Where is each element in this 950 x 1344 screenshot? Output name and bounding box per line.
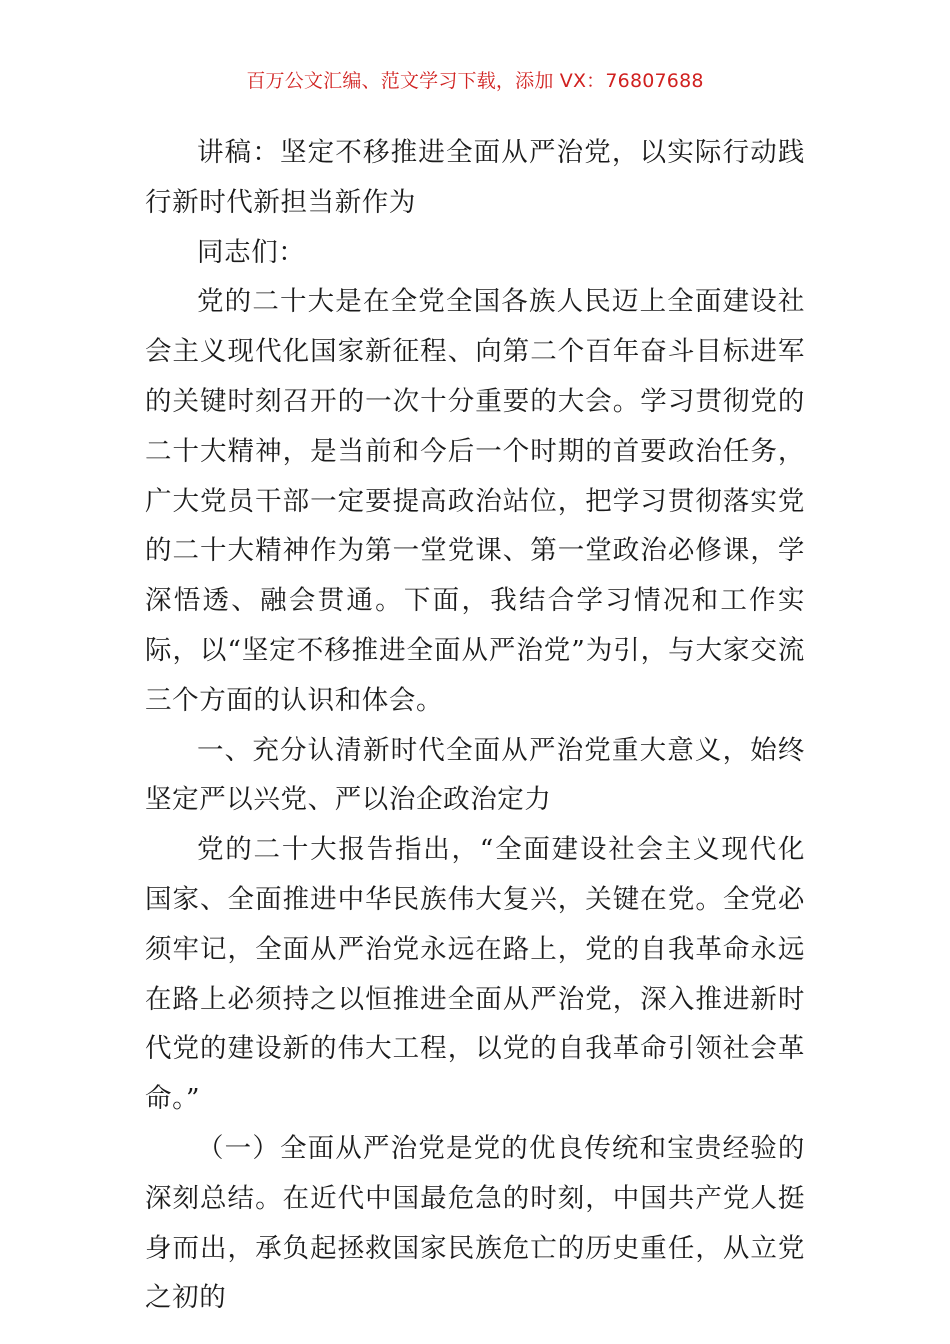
section-heading-1: 一、充分认清新时代全面从严治党重大意义，始终坚定严以兴党、严以治企政治定力 <box>145 734 805 816</box>
paragraph-intro: 党的二十大是在全党全国各族人民迈上全面建设社会主义现代化国家新征程、向第二个百年奋斗目标进军的关键时刻召开的一次十分重要的大会。学习贯彻党的二十大精神，是当前和今后一个时期的首要政治任务，广大党员干部一定要提高政治站位，把学习贯彻落实党的二十大精神作为第一堂党课、第一堂政治必修课，学深悟透、融会贯通。下面，我结合学习情况和工作实际，以“坚定不移推进全面从严治党”为引，与大家交流三个方面的认识和体会。 <box>145 286 805 716</box>
paragraph-report-quote: 党的二十大报告指出，“全面建设社会主义现代化国家、全面推进中华民族伟大复兴，关键在党。全党必须牢记，全面从严治党永远在路上，党的自我革命永远在路上必须持之以恒推进全面从严治党，深入推进新时代党的建设新的伟大工程，以党的自我革命引领社会革命。” <box>145 834 805 1115</box>
salutation: 同志们： <box>197 236 306 268</box>
download-banner: 百万公文汇编、范文学习下载，添加 VX：76807688 <box>246 70 704 92</box>
document-body <box>145 128 805 1323</box>
document-title: 讲稿：坚定不移推进全面从严治党，以实际行动践行新时代新担当新作为 <box>145 137 805 218</box>
paragraph-subsection-1: （一）全面从严治党是党的优良传统和宝贵经验的深刻总结。在近代中国最危急的时刻，中国共产党人挺身而出，承负起拯救国家民族危亡的历史重任，从立党之初的 <box>145 1132 805 1314</box>
